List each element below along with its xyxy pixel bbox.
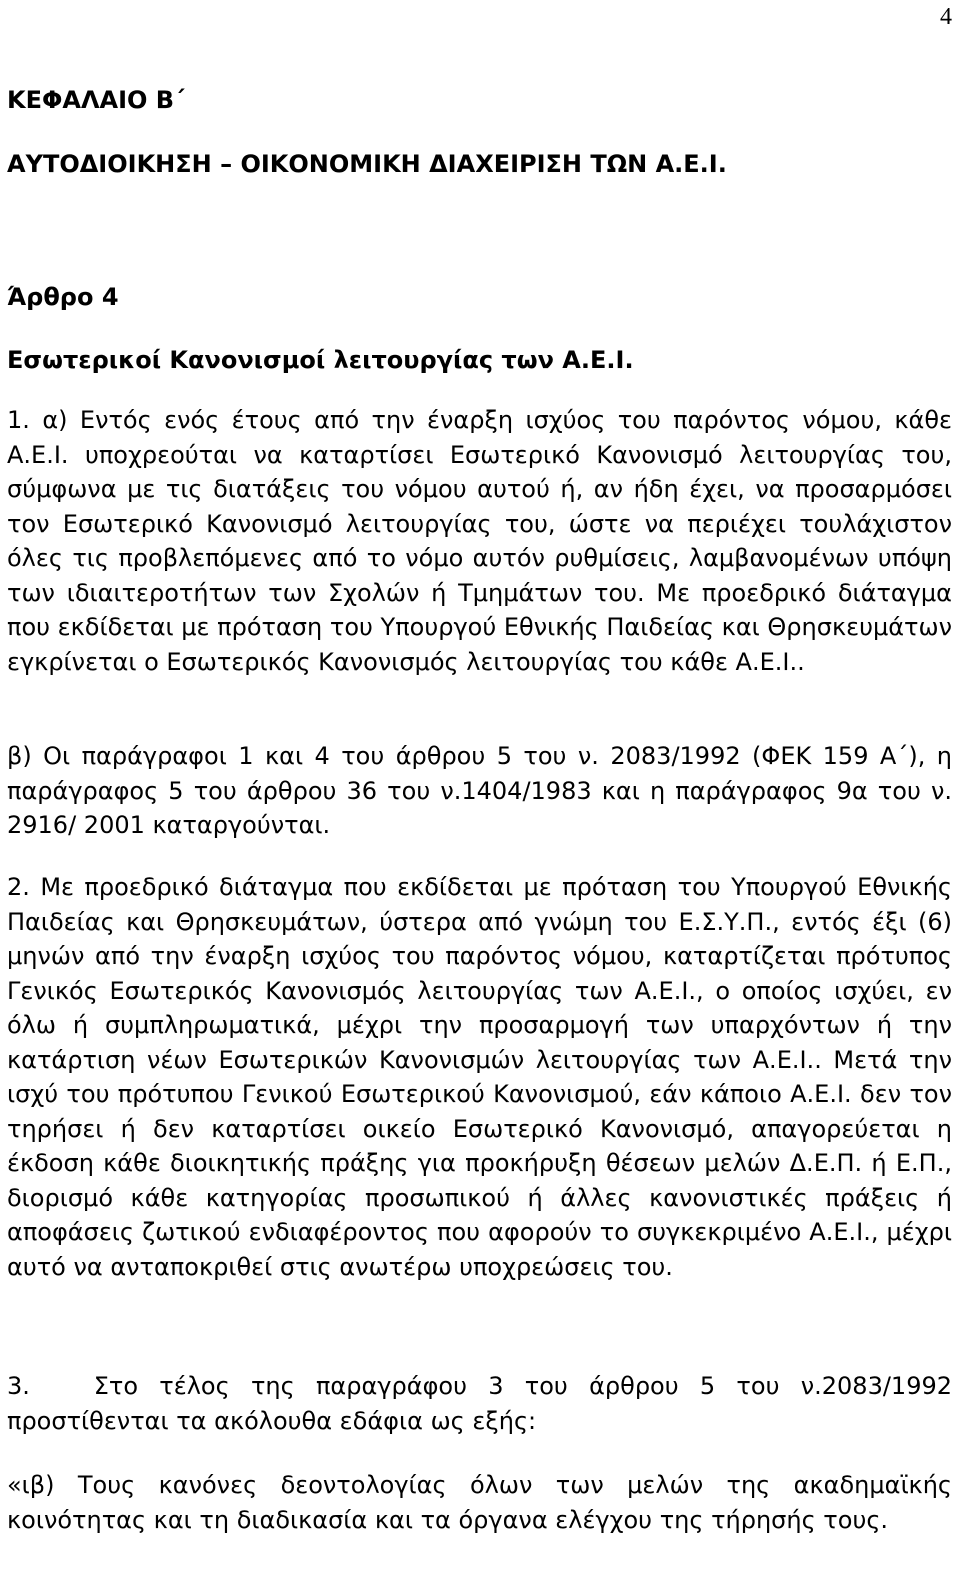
- paragraph-4: «ιβ) Τους κανόνες δεοντολογίας όλων των μελών της ακαδημαϊκής κοινότητας και τη διαδικασία και τα όργανα ελέγχου της τήρησής τους.: [7, 1471, 952, 1534]
- paragraph-1a: 1. α) Εντός ενός έτους από την έναρξη ισχύος του παρόντος νόμου, κάθε Α.Ε.Ι. υποχρεούται να καταρτίσει Εσωτερικό Κανονισμό λειτουργίας του, σύμφωνα με τις διατάξεις του νόμου αυτού ή, αν ήδη έχει, να προσαρμόσει τον Εσωτερικό Κανονισμό λειτουργίας του, ώστε να περιέχει τουλάχιστον όλες τις προβλεπόμενες από το νόμο αυτόν ρυθμίσεις, λαμβανομένων υπόψη των ιδιαιτεροτήτων των Σχολών ή Τμημάτων του. Με προεδρικό διάταγμα που εκδίδεται με πρόταση του Υπουργού Εθνικής Παιδείας και Θρησκευμάτων εγκρίνεται ο Εσωτερικός Κανονισμός λειτουργίας του κάθε Α.Ε.Ι..: [7, 406, 952, 676]
- paragraph-1b: β) Οι παράγραφοι 1 και 4 του άρθρου 5 του ν. 2083/1992 (ΦΕΚ 159 Α΄), η παράγραφος 5 του άρθρου 36 του ν.1404/1983 και η παράγραφος 9α του ν. 2916/ 2001 καταργούνται.: [7, 742, 952, 839]
- paragraph-3-number: 3.: [7, 1372, 30, 1400]
- page-number: 4: [940, 4, 952, 30]
- chapter-subtitle: ΑΥΤΟΔΙΟΙΚΗΣΗ – ΟΙΚΟΝΟΜΙΚΗ ΔΙΑΧΕΙΡΙΣΗ ΤΩΝ Α.Ε.Ι.: [7, 150, 727, 178]
- paragraph-2: 2. Με προεδρικό διάταγμα που εκδίδεται με πρόταση του Υπουργού Εθνικής Παιδείας και Θρησκευμάτων, ύστερα από γνώμη του Ε.Σ.Υ.Π., εντός έξι (6) μηνών από την έναρξη ισχύος του παρόντος νόμου, καταρτίζεται πρότυπος Γενικός Εσωτερικός Κανονισμός λειτουργίας των Α.Ε.Ι., ο οποίος ισχύει, εν όλω ή συμπληρωματικά, μέχρι την προσαρμογή των υπαρχόντων ή την κατάρτιση νέων Εσωτερικών Κανονισμών λειτουργίας των Α.Ε.Ι.. Μετά την ισχύ του πρότυπου Γενικού Εσωτερικού Κανονισμού, εάν κάποιο Α.Ε.Ι. δεν τον τηρήσει ή δεν καταρτίσει οικείο Εσωτερικό Κανονισμό, απαγορεύεται η έκδοση κάθε διοικητικής πράξης για προκήρυξη θέσεων μελών Δ.Ε.Π. ή Ε.Π., διορισμό κάθε κατηγορίας προσωπικού ή άλλες κανονιστικές πράξεις ή αποφάσεις ζωτικού ενδιαφέροντος που αφορούν το συγκεκριμένο Α.Ε.Ι., μέχρι αυτό να ανταποκριθεί στις ανωτέρω υποχρεώσεις του.: [7, 873, 952, 1281]
- paragraph-3: [7, 1369, 952, 1438]
- chapter-title: ΚΕΦΑΛΑΙΟ Β΄: [7, 86, 185, 114]
- article-number: Άρθρο 4: [7, 283, 119, 311]
- article-title: Εσωτερικοί Κανονισμοί λειτουργίας των Α.Ε.Ι.: [7, 346, 634, 374]
- paragraph-3-text: Στο τέλος της παραγράφου 3 του άρθρου 5 του ν.2083/1992 προστίθενται τα ακόλουθα εδάφια ως εξής:: [7, 1372, 953, 1435]
